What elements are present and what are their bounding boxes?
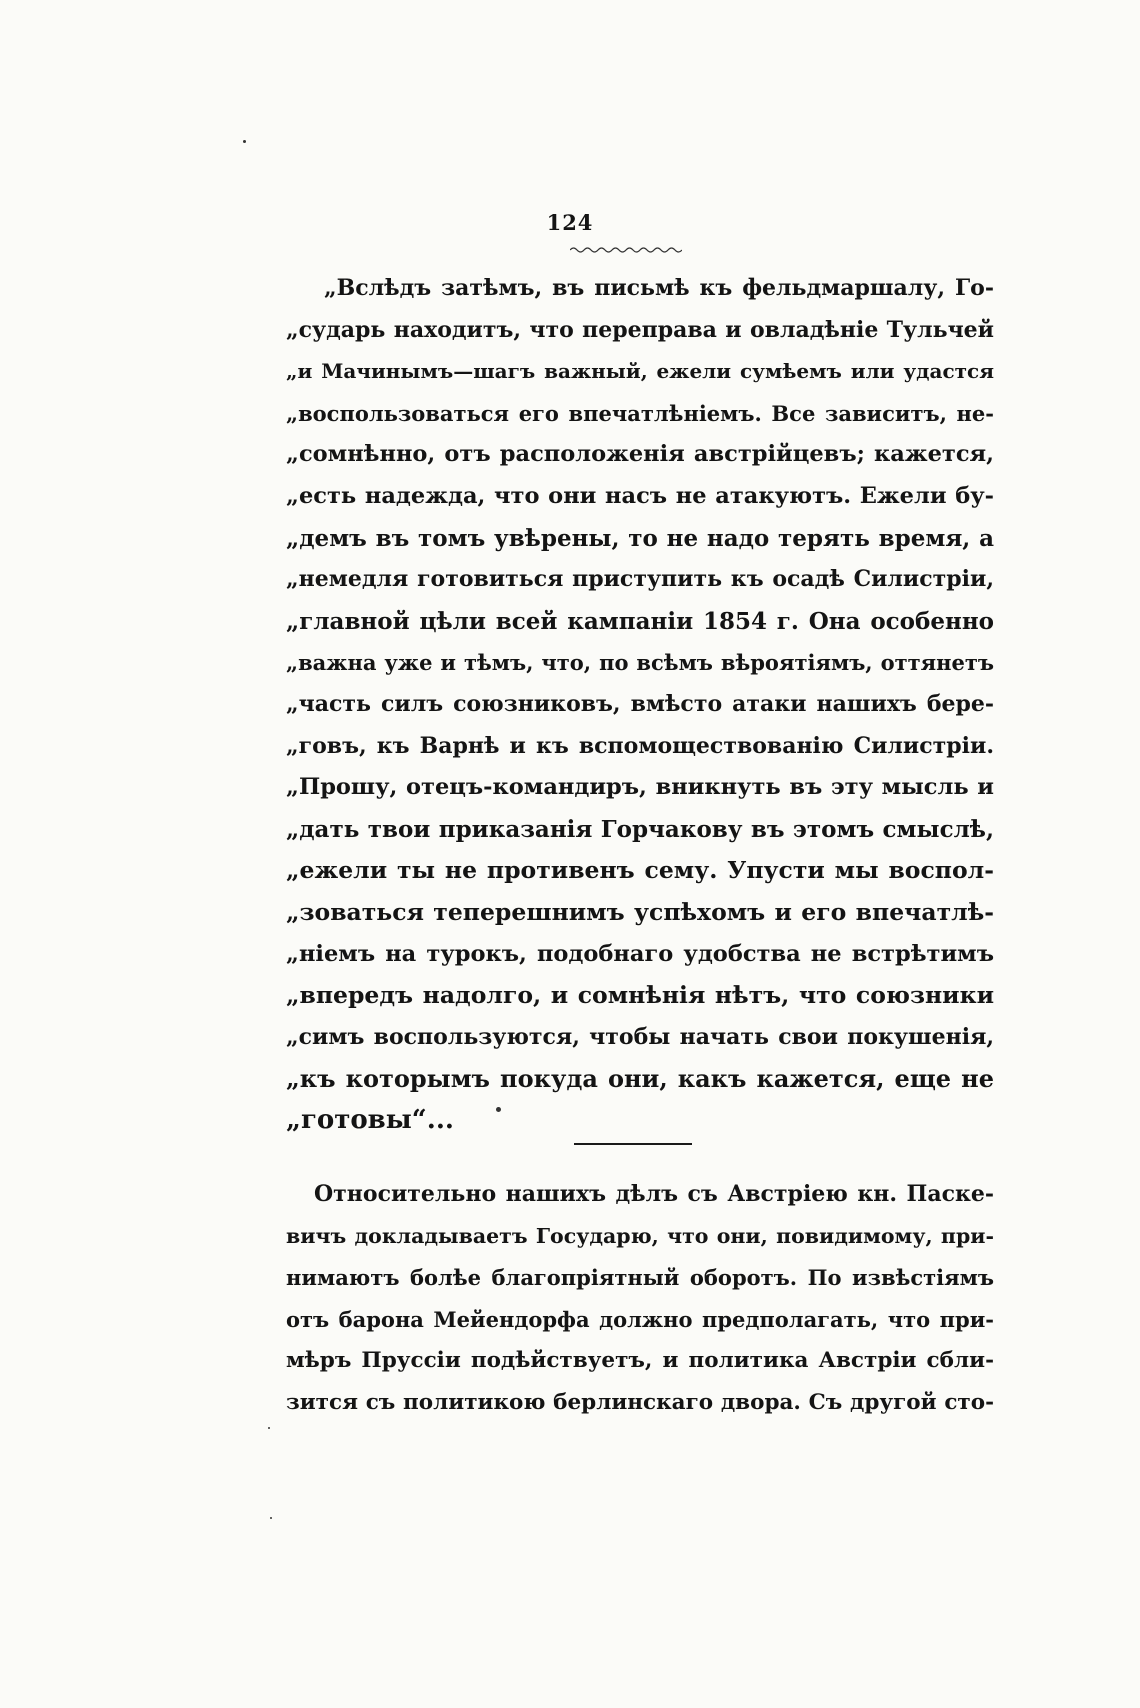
quote-line: „симъ воспользуются, чтобы начать свои покушенія,: [286, 1023, 994, 1050]
paragraph-line: Относительно нашихъ дѣлъ съ Австріею кн. Паске-: [314, 1181, 994, 1207]
page-number: 124: [546, 210, 594, 235]
scan-speck: [270, 1517, 272, 1519]
page-number-wavy-rule: [570, 246, 682, 254]
quote-line: „Прошу, отецъ-командиръ, вникнуть въ эту мысль и: [286, 774, 994, 801]
quote-line: „и Мачинымъ—шагъ важный, ежели сумѣемъ или удастся: [286, 359, 994, 384]
quote-line: „готовы“...: [286, 1104, 454, 1135]
paragraph-line: зится съ политикою берлинскаго двора. Съ другой сто-: [286, 1389, 994, 1415]
paragraph-line: отъ барона Мейендорфа должно предполагать, что при-: [286, 1306, 994, 1332]
paragraph-line: нимаютъ болѣе благопріятный оборотъ. По извѣстіямъ: [286, 1265, 994, 1291]
scan-speck: [268, 1427, 270, 1429]
quotation-block: [286, 268, 994, 1141]
quote-line: „демъ въ томъ увѣрены, то не надо терять время, а: [286, 524, 994, 552]
scan-speck: [243, 140, 246, 143]
quote-line: „ежели ты не противенъ сему. Упусти мы воспол-: [286, 856, 994, 885]
quote-line: „главной цѣли всей кампаніи 1854 г. Она особенно: [286, 607, 994, 635]
quote-line: „часть силъ союзниковъ, вмѣсто атаки нашихъ бере-: [286, 690, 994, 717]
scan-speck: [496, 1107, 501, 1112]
quote-line: „впередъ надолго, и сомнѣнія нѣтъ, что союзники: [286, 981, 994, 1010]
quote-line: „воспользоваться его впечатлѣніемъ. Все зависитъ, не-: [286, 400, 994, 426]
quote-line: „сомнѣнно, отъ расположенія австрійцевъ; кажется,: [286, 441, 994, 468]
quote-line: „говъ, къ Варнѣ и къ вспомоществованію Силистріи.: [286, 732, 994, 759]
section-divider: [574, 1143, 692, 1145]
quote-line: „ніемъ на турокъ, подобнаго удобства не встрѣтимъ: [286, 940, 994, 967]
quote-line: „зоваться теперешнимъ успѣхомъ и его впечатлѣ-: [286, 897, 994, 926]
paragraph-line: мѣръ Пруссіи подѣйствуетъ, и политика Австріи сбли-: [286, 1348, 994, 1374]
quote-line: „немедля готовиться приступить къ осадѣ Силистріи,: [286, 566, 994, 593]
quote-line: „важна уже и тѣмъ, что, по всѣмъ вѣроятіямъ, оттянетъ: [286, 650, 994, 676]
body-paragraph: [286, 1174, 994, 1424]
quote-line: „сударь находитъ, что переправа и овладѣніе Тульчей: [286, 316, 994, 343]
paragraph-line: вичъ докладываетъ Государю, что они, повидимому, при-: [286, 1223, 994, 1248]
quote-line: „дать твои приказанія Горчакову въ этомъ смыслѣ,: [286, 815, 994, 843]
quote-line: „къ которымъ покуда они, какъ кажется, еще не: [286, 1064, 994, 1094]
quote-line: „Вслѣдъ затѣмъ, въ письмѣ къ фельдмаршалу, Го-: [324, 275, 994, 301]
quote-line: „есть надежда, что они насъ не атакуютъ. Ежели бу-: [286, 482, 994, 509]
